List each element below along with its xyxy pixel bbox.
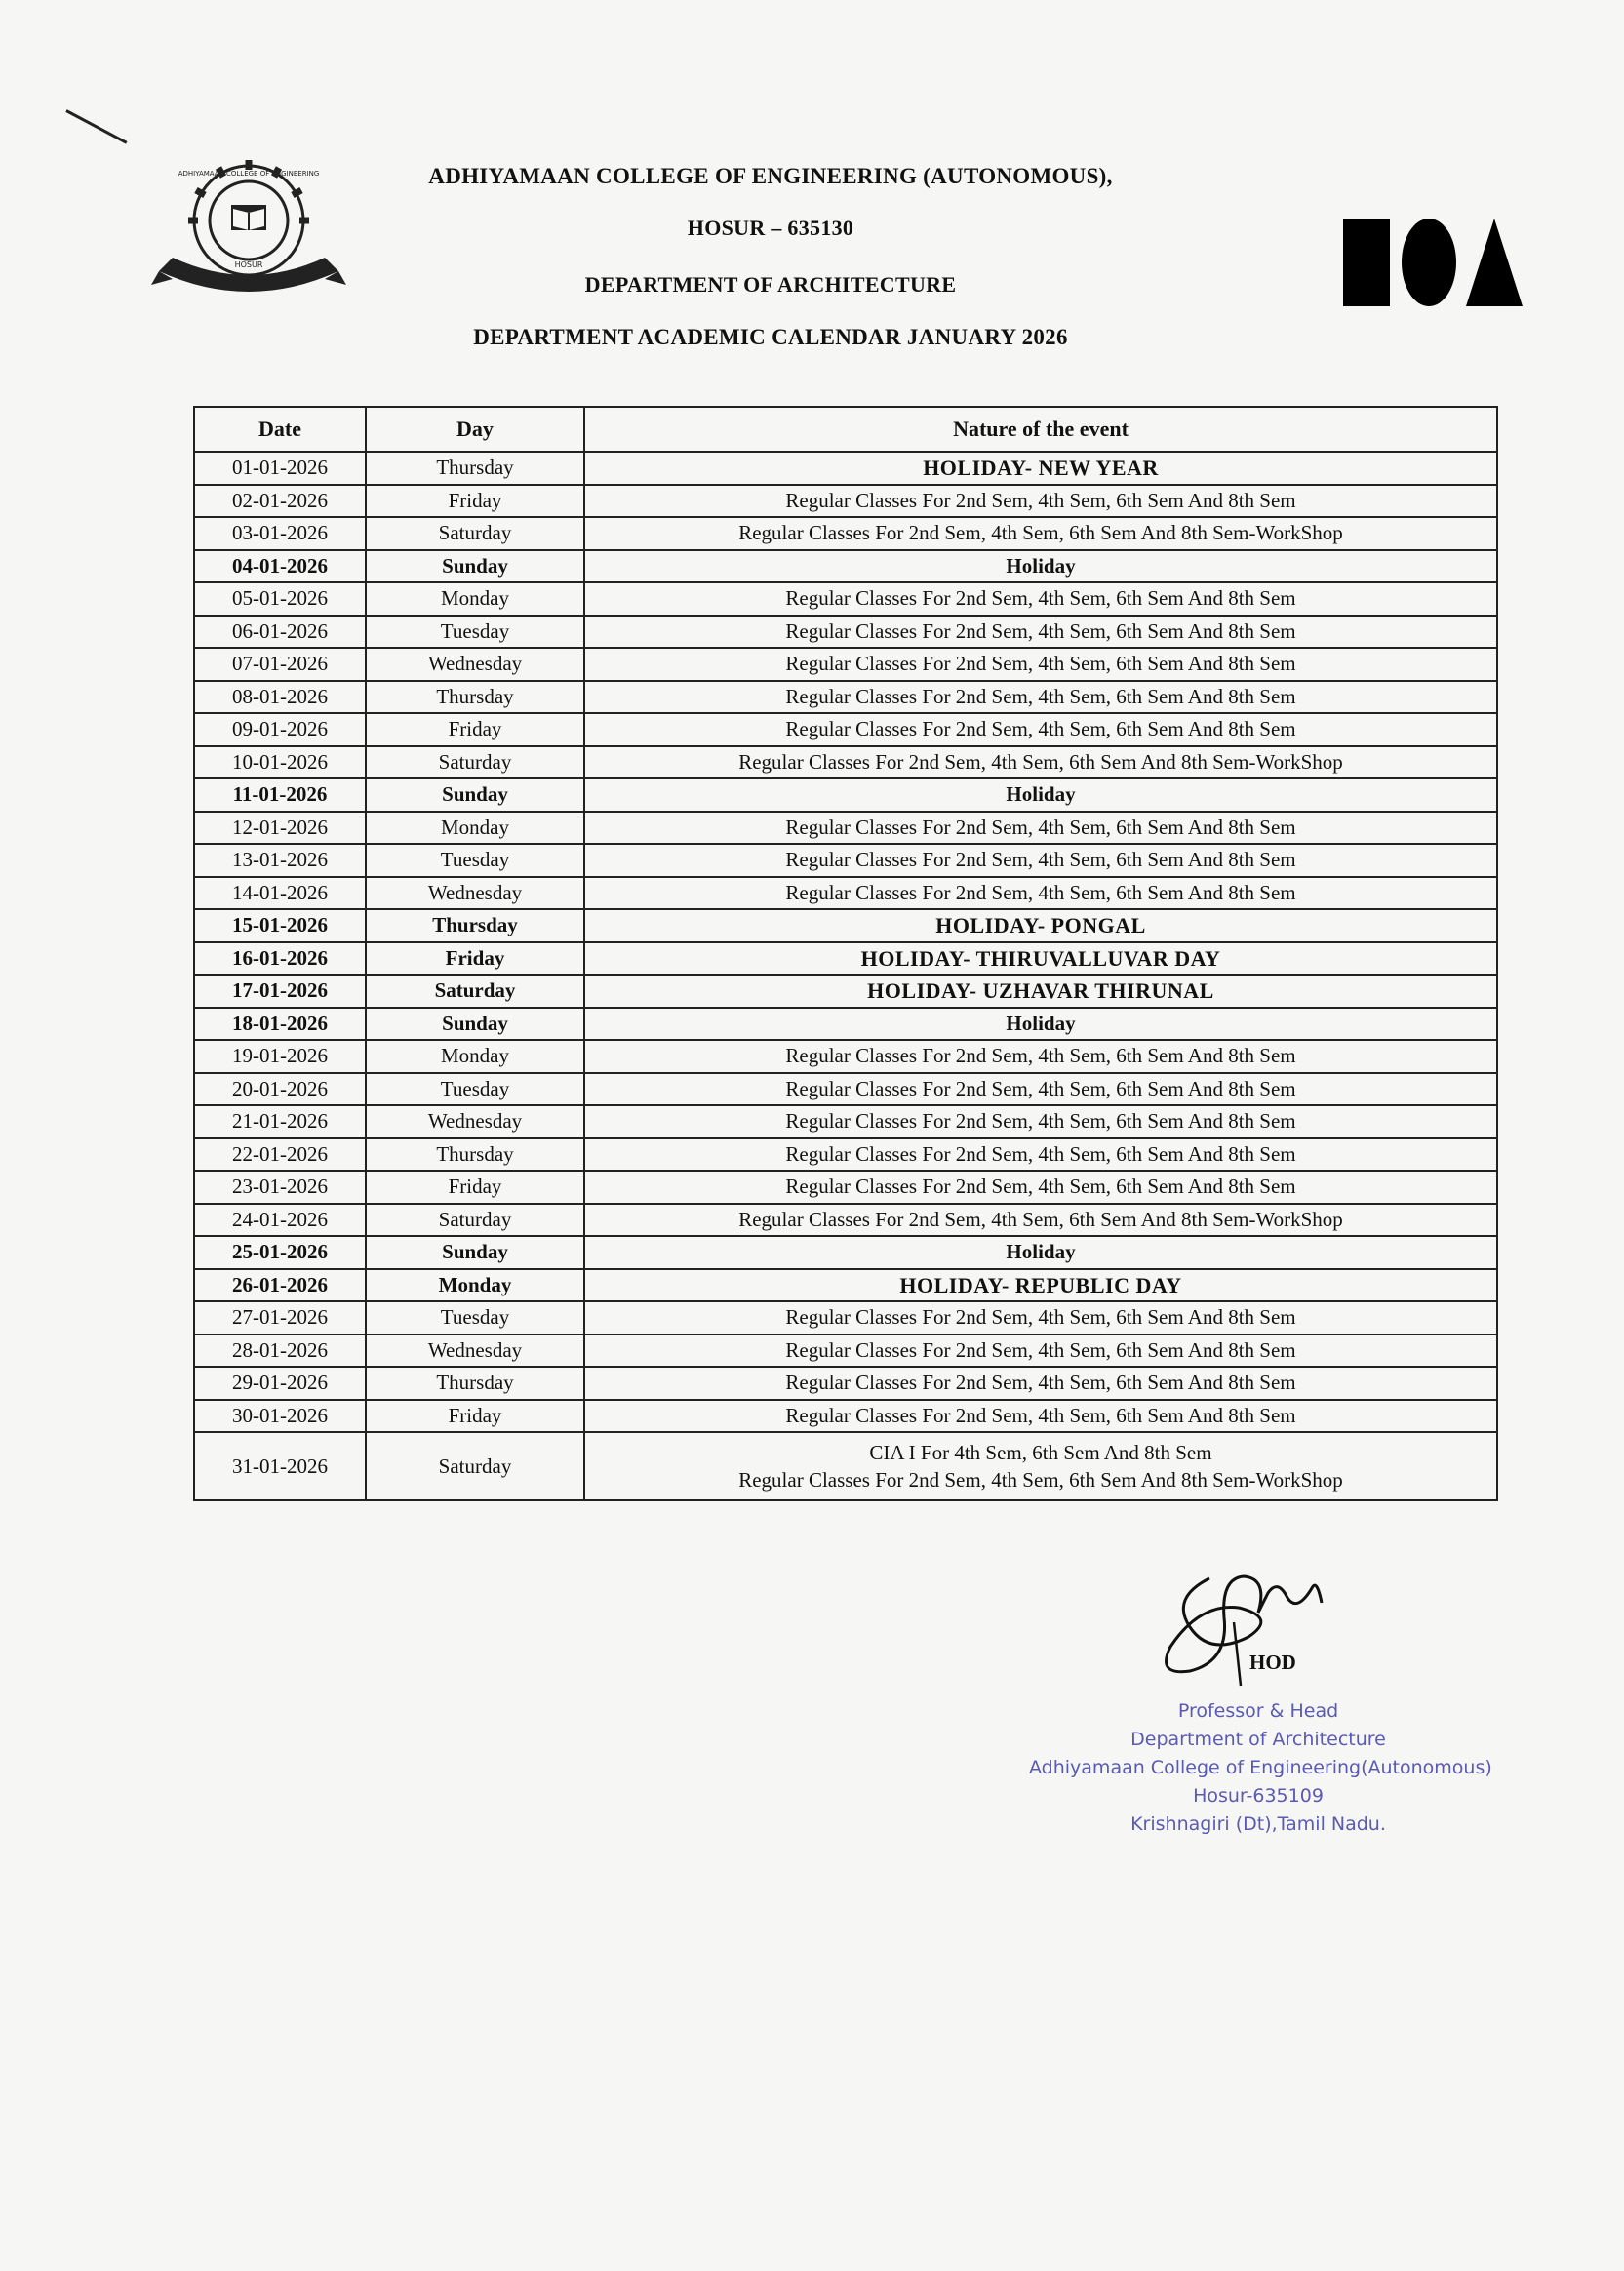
cell-date: 21-01-2026 (194, 1105, 366, 1138)
cell-day: Monday (366, 812, 584, 845)
calendar-table-wrap (193, 406, 1498, 1501)
cell-date: 23-01-2026 (194, 1171, 366, 1204)
cell-date: 24-01-2026 (194, 1204, 366, 1237)
cell-day: Monday (366, 1040, 584, 1073)
stamp-line: Hosur-635109 (1193, 1785, 1324, 1807)
cell-date: 05-01-2026 (194, 582, 366, 616)
cell-day: Monday (366, 582, 584, 616)
hod-label: HOD (1249, 1651, 1296, 1674)
cell-date: 20-01-2026 (194, 1073, 366, 1106)
cell-day: Thursday (366, 452, 584, 485)
calendar-table (193, 406, 1498, 1501)
cell-event: Regular Classes For 2nd Sem, 4th Sem, 6th Sem And 8th Sem (584, 1301, 1497, 1335)
table-row (194, 778, 1497, 812)
table-row (194, 812, 1497, 845)
cell-event: HOLIDAY- REPUBLIC DAY (584, 1269, 1497, 1302)
table-row (194, 746, 1497, 779)
table-row (194, 1138, 1497, 1172)
cell-event: Regular Classes For 2nd Sem, 4th Sem, 6th Sem And 8th Sem (584, 1138, 1497, 1172)
cell-date: 16-01-2026 (194, 942, 366, 976)
cell-day: Wednesday (366, 1335, 584, 1368)
event-line-2: Regular Classes For 2nd Sem, 4th Sem, 6th Sem And 8th Sem-WorkShop (738, 1468, 1343, 1492)
cell-date: 01-01-2026 (194, 452, 366, 485)
cell-event: Regular Classes For 2nd Sem, 4th Sem, 6th Sem And 8th Sem (584, 1073, 1497, 1106)
table-row (194, 648, 1497, 681)
cell-event: Regular Classes For 2nd Sem, 4th Sem, 6th Sem And 8th Sem (584, 681, 1497, 714)
col-header-event: Nature of the event (584, 407, 1497, 452)
stamp-line: Krishnagiri (Dt),Tamil Nadu. (1130, 1813, 1386, 1835)
cell-date: 31-01-2026 (194, 1432, 366, 1500)
cell-event: Regular Classes For 2nd Sem, 4th Sem, 6th Sem And 8th Sem-WorkShop (584, 1204, 1497, 1237)
table-header-row (194, 407, 1497, 452)
cell-date: 22-01-2026 (194, 1138, 366, 1172)
table-row (194, 1335, 1497, 1368)
cell-date: 12-01-2026 (194, 812, 366, 845)
table-row (194, 713, 1497, 746)
stamp-line: Professor & Head (1177, 1700, 1339, 1722)
cell-date: 06-01-2026 (194, 616, 366, 649)
col-header-date: Date (194, 407, 366, 452)
table-row (194, 1105, 1497, 1138)
table-row (194, 1171, 1497, 1204)
cell-event: HOLIDAY- THIRUVALLUVAR DAY (584, 942, 1497, 976)
cell-day: Sunday (366, 1236, 584, 1269)
logo-ring-text: ADHIYAMAAN COLLEGE OF ENGINEERING (178, 170, 320, 178)
table-row (194, 1400, 1497, 1433)
cell-date: 15-01-2026 (194, 909, 366, 942)
cell-date: 11-01-2026 (194, 778, 366, 812)
cell-event: Regular Classes For 2nd Sem, 4th Sem, 6th Sem And 8th Sem (584, 616, 1497, 649)
table-row (194, 616, 1497, 649)
cell-date: 02-01-2026 (194, 485, 366, 518)
table-row (194, 1367, 1497, 1400)
cell-date: 17-01-2026 (194, 975, 366, 1008)
cell-day: Saturday (366, 1432, 584, 1500)
cell-day: Friday (366, 485, 584, 518)
cell-day: Thursday (366, 681, 584, 714)
official-stamp (1029, 1697, 1492, 1839)
cell-date: 07-01-2026 (194, 648, 366, 681)
table-row (194, 877, 1497, 910)
cell-day: Saturday (366, 746, 584, 779)
cell-day: Sunday (366, 1008, 584, 1041)
cell-day: Thursday (366, 909, 584, 942)
cell-day: Tuesday (366, 844, 584, 877)
cell-event: Regular Classes For 2nd Sem, 4th Sem, 6th Sem And 8th Sem (584, 877, 1497, 910)
cell-day: Saturday (366, 517, 584, 550)
col-header-day: Day (366, 407, 584, 452)
cell-event: Regular Classes For 2nd Sem, 4th Sem, 6th Sem And 8th Sem (584, 1171, 1497, 1204)
cell-event: Holiday (584, 778, 1497, 812)
cell-date: 13-01-2026 (194, 844, 366, 877)
event-line-1: CIA I For 4th Sem, 6th Sem And 8th Sem (869, 1441, 1212, 1464)
cell-event: HOLIDAY- UZHAVAR THIRUNAL (584, 975, 1497, 1008)
cell-day: Sunday (366, 778, 584, 812)
cell-day: Friday (366, 1171, 584, 1204)
table-row (194, 485, 1497, 518)
cell-event: Regular Classes For 2nd Sem, 4th Sem, 6th Sem And 8th Sem (584, 812, 1497, 845)
cell-day: Friday (366, 1400, 584, 1433)
department-name: DEPARTMENT OF ARCHITECTURE (584, 272, 957, 297)
college-city: HOSUR – 635130 (687, 216, 854, 240)
table-row (194, 582, 1497, 616)
cell-day: Monday (366, 1269, 584, 1302)
cell-event: Holiday (584, 1008, 1497, 1041)
cell-day: Friday (366, 942, 584, 976)
hoa-brand-mark (1341, 217, 1525, 309)
cell-day: Thursday (366, 1367, 584, 1400)
cell-day: Wednesday (366, 877, 584, 910)
table-row (194, 844, 1497, 877)
college-name: ADHIYAMAAN COLLEGE OF ENGINEERING (AUTONOMOUS), (428, 164, 1113, 188)
stamp-line: Department of Architecture (1130, 1729, 1386, 1750)
cell-date: 27-01-2026 (194, 1301, 366, 1335)
cell-date: 30-01-2026 (194, 1400, 366, 1433)
cell-event (584, 1432, 1497, 1500)
cell-date: 03-01-2026 (194, 517, 366, 550)
cell-date: 10-01-2026 (194, 746, 366, 779)
table-row (194, 942, 1497, 976)
table-row (194, 1204, 1497, 1237)
hod-signature (1131, 1559, 1385, 1695)
cell-date: 09-01-2026 (194, 713, 366, 746)
table-row (194, 452, 1497, 485)
cell-date: 19-01-2026 (194, 1040, 366, 1073)
cell-event: HOLIDAY- NEW YEAR (584, 452, 1497, 485)
table-row (194, 1008, 1497, 1041)
cell-date: 08-01-2026 (194, 681, 366, 714)
cell-event: Regular Classes For 2nd Sem, 4th Sem, 6th Sem And 8th Sem (584, 1367, 1497, 1400)
cell-date: 26-01-2026 (194, 1269, 366, 1302)
cell-day: Saturday (366, 1204, 584, 1237)
cell-event: Regular Classes For 2nd Sem, 4th Sem, 6th Sem And 8th Sem-WorkShop (584, 746, 1497, 779)
cell-event: Regular Classes For 2nd Sem, 4th Sem, 6th Sem And 8th Sem (584, 1400, 1497, 1433)
table-row (194, 517, 1497, 550)
cell-day: Saturday (366, 975, 584, 1008)
cell-date: 28-01-2026 (194, 1335, 366, 1368)
cell-event: Regular Classes For 2nd Sem, 4th Sem, 6th Sem And 8th Sem-WorkShop (584, 517, 1497, 550)
cell-event: Holiday (584, 1236, 1497, 1269)
logo-city-text: HOSUR (234, 260, 263, 269)
cell-date: 25-01-2026 (194, 1236, 366, 1269)
table-row (194, 1040, 1497, 1073)
table-row (194, 1236, 1497, 1269)
cell-event: Regular Classes For 2nd Sem, 4th Sem, 6th Sem And 8th Sem (584, 582, 1497, 616)
cell-day: Tuesday (366, 1073, 584, 1106)
table-row (194, 975, 1497, 1008)
table-row (194, 681, 1497, 714)
cell-day: Wednesday (366, 1105, 584, 1138)
cell-day: Friday (366, 713, 584, 746)
cell-date: 14-01-2026 (194, 877, 366, 910)
cell-date: 04-01-2026 (194, 550, 366, 583)
stamp-line: Adhiyamaan College of Engineering(Autonomous) (1029, 1757, 1492, 1778)
table-row (194, 1073, 1497, 1106)
table-row (194, 909, 1497, 942)
cell-date: 29-01-2026 (194, 1367, 366, 1400)
cell-day: Tuesday (366, 1301, 584, 1335)
table-row (194, 1301, 1497, 1335)
cell-event: HOLIDAY- PONGAL (584, 909, 1497, 942)
cell-day: Sunday (366, 550, 584, 583)
cell-day: Tuesday (366, 616, 584, 649)
cell-event: Regular Classes For 2nd Sem, 4th Sem, 6th Sem And 8th Sem (584, 713, 1497, 746)
table-row (194, 1269, 1497, 1302)
cell-event: Regular Classes For 2nd Sem, 4th Sem, 6th Sem And 8th Sem (584, 485, 1497, 518)
cell-event: Regular Classes For 2nd Sem, 4th Sem, 6th Sem And 8th Sem (584, 1105, 1497, 1138)
cell-day: Thursday (366, 1138, 584, 1172)
cell-event: Regular Classes For 2nd Sem, 4th Sem, 6th Sem And 8th Sem (584, 1335, 1497, 1368)
table-body (194, 452, 1497, 1500)
cell-event: Holiday (584, 550, 1497, 583)
table-row (194, 1432, 1497, 1500)
cell-date: 18-01-2026 (194, 1008, 366, 1041)
cell-event: Regular Classes For 2nd Sem, 4th Sem, 6th Sem And 8th Sem (584, 1040, 1497, 1073)
table-row (194, 550, 1497, 583)
cell-event: Regular Classes For 2nd Sem, 4th Sem, 6th Sem And 8th Sem (584, 844, 1497, 877)
cell-event: Regular Classes For 2nd Sem, 4th Sem, 6th Sem And 8th Sem (584, 648, 1497, 681)
calendar-title: DEPARTMENT ACADEMIC CALENDAR JANUARY 2026 (473, 325, 1068, 349)
stray-pen-mark (65, 109, 127, 144)
cell-day: Wednesday (366, 648, 584, 681)
